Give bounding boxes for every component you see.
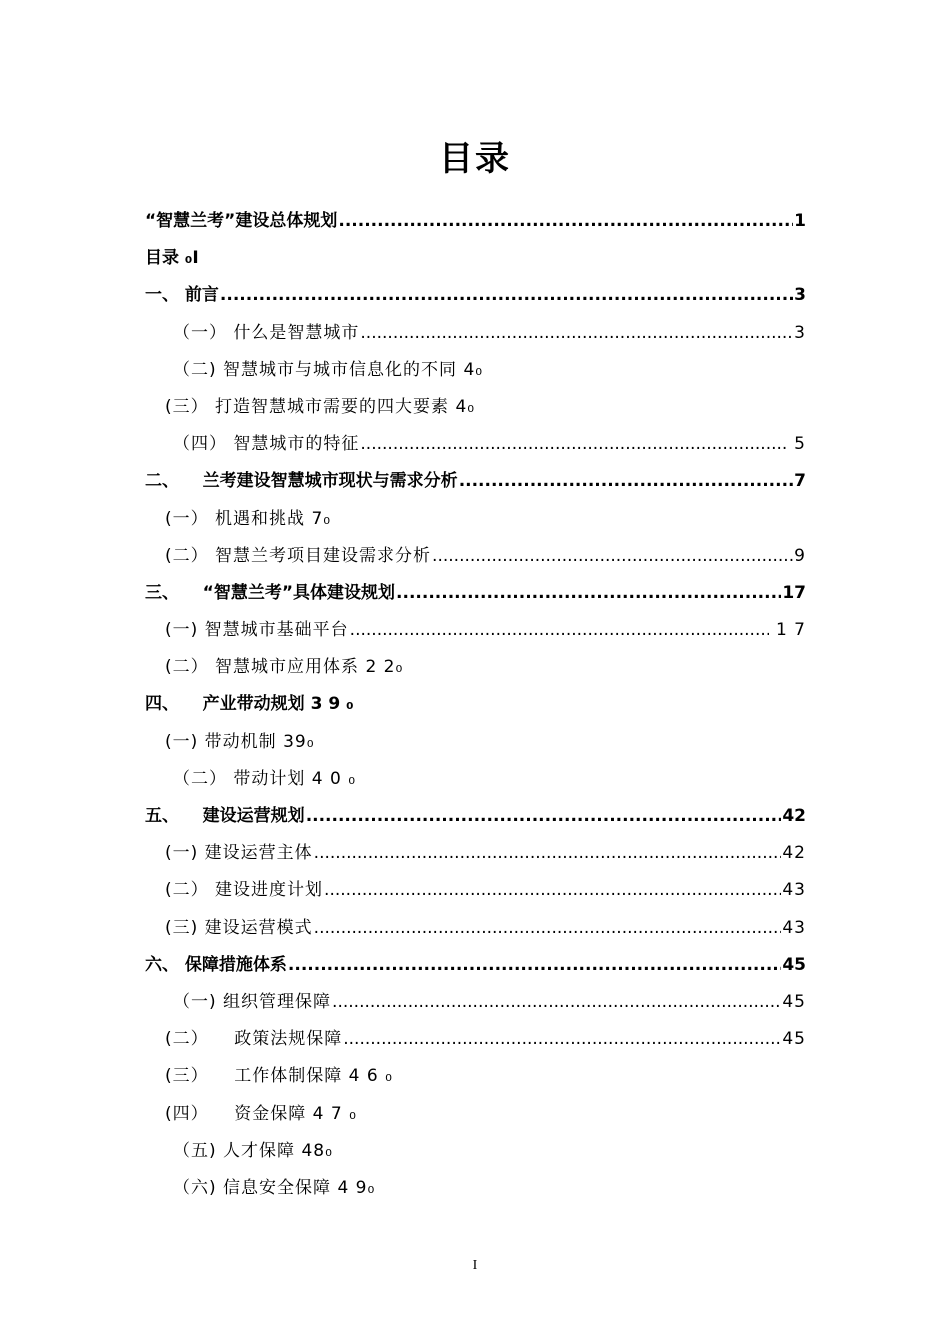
toc-dot-leader	[360, 315, 793, 352]
toc-entry-label: “智慧兰考”建设总体规划	[145, 211, 338, 231]
toc-dot-leader	[343, 1021, 781, 1058]
toc-page-number: 45	[782, 954, 806, 975]
toc-entry-label: 二、 兰考建设智慧城市现状与需求分析	[145, 471, 458, 492]
toc-page-number: 42	[782, 843, 806, 864]
toc-dot-leader	[220, 277, 793, 314]
toc-entry-label: （二） 带动计划 4 0 ₀	[173, 768, 357, 789]
toc-dot-leader	[350, 612, 769, 649]
toc-page-number: 1	[794, 211, 806, 231]
toc-chapter-entry[interactable]	[145, 240, 806, 277]
footer-page-number: I	[472, 1258, 478, 1273]
toc-dot-leader	[314, 835, 782, 872]
toc-section-entry[interactable]	[145, 724, 806, 761]
toc-entry-label: (一) 建设运营主体	[165, 843, 313, 864]
toc-page-number: 45	[782, 1029, 806, 1050]
toc-dot-leader	[314, 910, 782, 947]
toc-entry-label: (一） 机遇和挑战 7₀	[165, 508, 332, 529]
toc-dot-leader	[332, 984, 781, 1021]
toc-entry-label: （二) 智慧城市与城市信息化的不同 4₀	[173, 359, 484, 380]
toc-entry-label: (二） 智慧城市应用体系 2 2₀	[165, 657, 404, 678]
toc-dot-leader	[338, 203, 793, 240]
toc-chapter-entry[interactable]	[145, 203, 806, 240]
toc-section-entry[interactable]	[145, 1170, 806, 1207]
toc-section-entry[interactable]	[145, 1096, 806, 1133]
toc-section-entry[interactable]	[145, 649, 806, 686]
toc-page-number: 9	[794, 545, 806, 566]
toc-section-entry[interactable]	[145, 984, 806, 1021]
toc-section-entry[interactable]	[145, 426, 806, 463]
toc-entry-label: (三） 打造智慧城市需要的四大要素 4₀	[165, 396, 476, 417]
toc-chapter-entry[interactable]	[145, 575, 806, 612]
toc-chapter-entry[interactable]	[145, 277, 806, 314]
toc-page-number: 7	[794, 471, 806, 492]
toc-section-entry[interactable]	[145, 872, 806, 909]
toc-section-entry[interactable]	[145, 538, 806, 575]
toc-section-entry[interactable]	[145, 389, 806, 426]
toc-section-entry[interactable]	[145, 761, 806, 798]
toc-page-number: 43	[782, 917, 806, 938]
toc-entry-label: （五) 人才保障 48₀	[173, 1140, 333, 1161]
toc-dot-leader	[432, 538, 793, 575]
toc-entry-label: (三） 工作体制保障 4 6 ₀	[165, 1066, 393, 1087]
toc-section-entry[interactable]	[145, 1133, 806, 1170]
toc-entry-label: （一） 什么是智慧城市	[173, 322, 360, 343]
toc-entry-label: （六) 信息安全保障 4 9₀	[173, 1177, 376, 1198]
toc-entry-label: （一) 组织管理保障	[173, 991, 332, 1012]
toc-entry-label: (二） 建设进度计划	[165, 880, 324, 901]
toc-entry-label: (四） 资金保障 4 7 ₀	[165, 1103, 357, 1124]
toc-page-number: 1 7	[769, 620, 806, 641]
toc-section-entry[interactable]	[145, 501, 806, 538]
toc-entry-label: (一) 带动机制 39₀	[165, 731, 315, 752]
toc-page-number: 3	[794, 322, 806, 343]
toc-page-number: 3	[794, 285, 806, 306]
toc-dot-leader	[396, 575, 781, 612]
page-title: 目录	[439, 139, 511, 179]
toc-section-entry[interactable]	[145, 315, 806, 352]
toc-dot-leader	[360, 426, 786, 463]
toc-entry-label: 六、 保障措施体系	[145, 954, 287, 975]
toc-section-entry[interactable]	[145, 910, 806, 947]
toc-dot-leader	[288, 947, 781, 984]
toc-page-number: 42	[782, 806, 806, 826]
toc-section-entry[interactable]	[145, 1058, 806, 1095]
toc-entry-label: 一、 前言	[145, 285, 219, 306]
toc-chapter-entry[interactable]	[145, 686, 806, 723]
toc-section-entry[interactable]	[145, 612, 806, 649]
toc-page-number: 45	[782, 991, 806, 1012]
toc-entry-label: (一) 智慧城市基础平台	[165, 620, 349, 641]
toc-section-entry[interactable]	[145, 1021, 806, 1058]
toc-dot-leader	[459, 463, 793, 500]
toc-dot-leader	[306, 798, 782, 835]
toc-entry-label: (二） 智慧兰考项目建设需求分析	[165, 545, 432, 566]
toc-entry-label: （四） 智慧城市的特征	[173, 434, 360, 455]
toc-chapter-entry[interactable]	[145, 798, 806, 835]
toc-entry-label: 三、 “智慧兰考”具体建设规划	[145, 582, 396, 603]
toc-page-number: 17	[782, 582, 806, 603]
table-of-contents	[145, 203, 806, 1207]
toc-entry-label: (二） 政策法规保障	[165, 1029, 343, 1050]
toc-chapter-entry[interactable]	[145, 463, 806, 500]
toc-entry-label: 五、 建设运营规划	[145, 806, 305, 826]
toc-page-number: 5	[787, 434, 806, 455]
toc-chapter-entry[interactable]	[145, 947, 806, 984]
toc-section-entry[interactable]	[145, 352, 806, 389]
toc-entry-label: 四、 产业带动规划 3 9 ₀	[145, 694, 354, 715]
toc-dot-leader	[324, 872, 781, 909]
toc-page-number: 43	[782, 880, 806, 901]
toc-entry-label: 目录 ₀I	[145, 248, 199, 269]
toc-section-entry[interactable]	[145, 835, 806, 872]
toc-entry-label: (三) 建设运营模式	[165, 917, 313, 938]
